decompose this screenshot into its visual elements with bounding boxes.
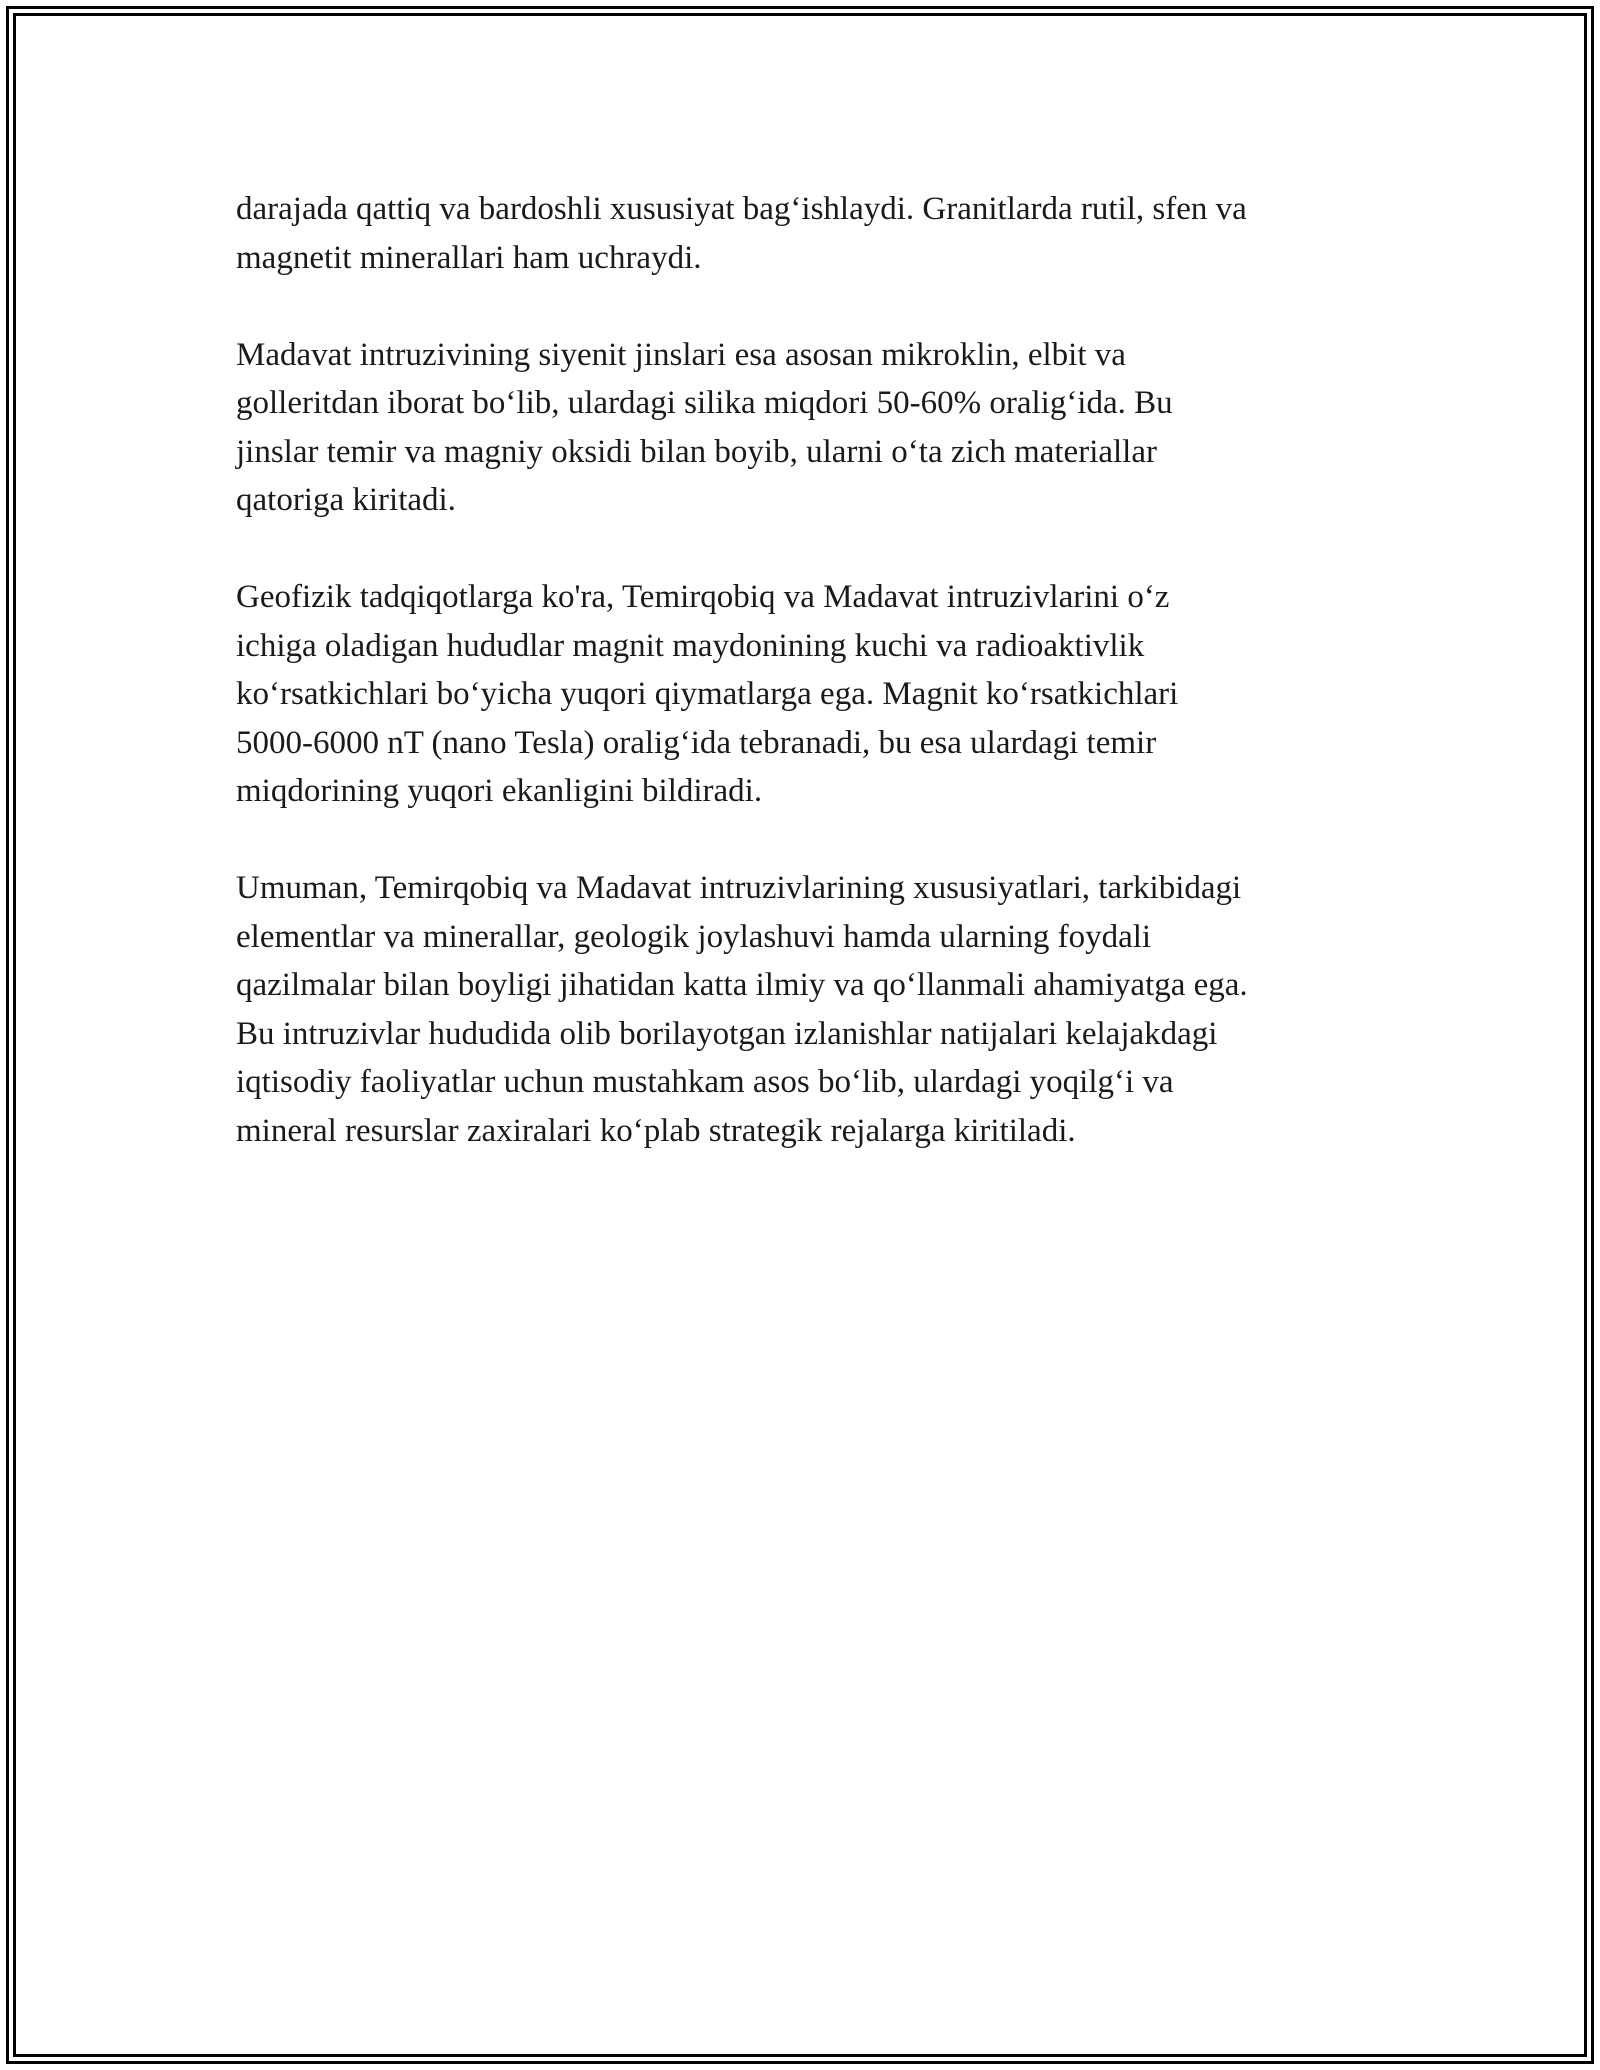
text-line: ichiga oladigan hududlar magnit maydonining kuchi va radioaktivlik <box>236 627 1145 664</box>
text-line: jinslar temir va magniy oksidi bilan boyib, ularni o‘ta zich materiallar <box>236 433 1157 470</box>
text-line: elementlar va minerallar, geologik joylashuvi hamda ularning foydali <box>236 918 1152 955</box>
paragraph-conclusion <box>236 864 1376 1155</box>
text-line: qazilmalar bilan boyligi jihatidan katta ilmiy va qo‘llanmali ahamiyatga ega. <box>236 967 1248 1003</box>
paragraph-geophysical-studies <box>236 573 1376 816</box>
paragraph-granite-minerals <box>236 185 1376 282</box>
text-line: Bu intruzivlar hududida olib borilayotgan izlanishlar natijalari kelajakdagi <box>236 1015 1218 1052</box>
paragraph-madavat-syenite <box>236 331 1376 525</box>
text-line: qatoriga kiritadi. <box>236 482 456 518</box>
text-line: Madavat intruzivining siyenit jinslari esa asosan mikroklin, elbit va <box>236 336 1126 373</box>
text-line: iqtisodiy faoliyatlar uchun mustahkam asos bo‘lib, ulardagi yoqilg‘i va <box>236 1064 1174 1100</box>
text-line: darajada qattiq va bardoshli xususiyat bag‘ishlaydi. Granitlarda rutil, sfen va <box>236 191 1247 227</box>
text-line: Umuman, Temirqobiq va Madavat intruzivlarining xususiyatlari, tarkibidagi <box>236 870 1242 906</box>
text-line: golleritdan iborat bo‘lib, ulardagi silika miqdori 50-60% oralig‘ida. Bu <box>236 385 1173 421</box>
text-line: Geofizik tadqiqotlarga ko'ra, Temirqobiq va Madavat intruzivlarini o‘z <box>236 579 1170 615</box>
text-line: 5000-6000 nT (nano Tesla) oralig‘ida tebranadi, bu esa ulardagi temir <box>236 724 1157 761</box>
document-body <box>236 185 1376 1204</box>
text-line: magnetit minerallari ham uchraydi. <box>236 239 702 276</box>
text-line: ko‘rsatkichlari bo‘yicha yuqori qiymatlarga ega. Magnit ko‘rsatkichlari <box>236 676 1179 712</box>
text-line: mineral resurslar zaxiralari ko‘plab strategik rejalarga kiritiladi. <box>236 1112 1076 1149</box>
text-line: miqdorining yuqori ekanligini bildiradi. <box>236 773 763 809</box>
